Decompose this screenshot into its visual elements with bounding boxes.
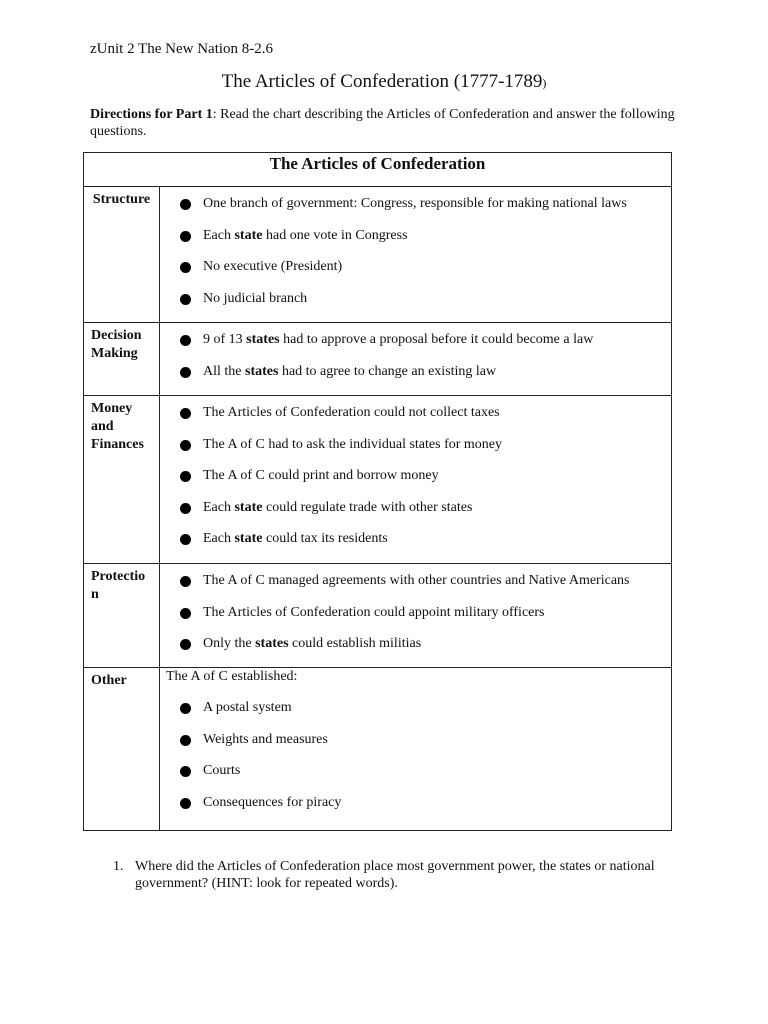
title-paren: ) bbox=[542, 76, 547, 90]
list-item: Weights and measures bbox=[180, 731, 671, 763]
bullet-icon bbox=[180, 408, 191, 419]
list-item: A postal system bbox=[180, 699, 671, 731]
bullet-icon bbox=[180, 503, 191, 514]
table-row bbox=[84, 396, 672, 564]
bullet-list bbox=[160, 564, 671, 667]
bullet-icon bbox=[180, 199, 191, 210]
bullet-icon bbox=[180, 534, 191, 545]
question-1 bbox=[113, 858, 673, 892]
list-item: Only the states could establish militias bbox=[180, 635, 671, 667]
table-row bbox=[84, 187, 672, 323]
table-heading: The Articles of Confederation bbox=[84, 153, 672, 187]
directions bbox=[90, 106, 680, 140]
bullet-icon bbox=[180, 262, 191, 273]
bullet-list bbox=[160, 323, 671, 394]
list-item: Each state had one vote in Congress bbox=[180, 227, 671, 259]
row-label-structure: Structure bbox=[84, 187, 160, 323]
row-label-other: Other bbox=[84, 668, 160, 831]
bullet-icon bbox=[180, 231, 191, 242]
other-lead-text: The A of C established: bbox=[166, 669, 298, 684]
bullet-icon bbox=[180, 639, 191, 650]
question-text: Where did the Articles of Confederation place most government power, the states or national government? (HINT: look for repeated words). bbox=[135, 859, 655, 891]
row-content-structure bbox=[160, 187, 672, 323]
bullet-icon bbox=[180, 703, 191, 714]
list-item: 9 of 13 states had to approve a proposal before it could become a law bbox=[180, 331, 671, 363]
bullet-list bbox=[160, 396, 671, 562]
directions-text: : Read the chart describing the Articles of Confederation and answer the following questions. bbox=[90, 107, 675, 139]
bullet-icon bbox=[180, 367, 191, 378]
list-item: Each state could regulate trade with other states bbox=[180, 499, 671, 531]
bullet-list bbox=[160, 686, 671, 825]
list-item: The Articles of Confederation could not collect taxes bbox=[180, 404, 671, 436]
list-item: The A of C could print and borrow money bbox=[180, 467, 671, 499]
bullet-icon bbox=[180, 294, 191, 305]
bullet-list bbox=[160, 187, 671, 321]
row-label-decision-making: Decision Making bbox=[84, 323, 160, 396]
directions-label: Directions for Part 1 bbox=[90, 107, 213, 122]
list-item: No judicial branch bbox=[180, 290, 671, 322]
bullet-icon bbox=[180, 608, 191, 619]
row-content-other bbox=[160, 668, 672, 831]
page-title bbox=[0, 71, 768, 93]
row-label-protection: Protection bbox=[84, 564, 160, 668]
question-number: 1. bbox=[113, 859, 124, 874]
articles-table bbox=[83, 152, 672, 831]
bullet-icon bbox=[180, 576, 191, 587]
list-item: Consequences for piracy bbox=[180, 794, 671, 826]
list-item: The Articles of Confederation could appoint military officers bbox=[180, 604, 671, 636]
bullet-icon bbox=[180, 335, 191, 346]
table-heading-row bbox=[84, 153, 672, 187]
list-item: One branch of government: Congress, responsible for making national laws bbox=[180, 195, 671, 227]
bullet-icon bbox=[180, 735, 191, 746]
table-row bbox=[84, 668, 672, 831]
bullet-icon bbox=[180, 766, 191, 777]
row-content-decision-making bbox=[160, 323, 672, 396]
list-item: No executive (President) bbox=[180, 258, 671, 290]
list-item: The A of C had to ask the individual states for money bbox=[180, 436, 671, 468]
row-content-protection bbox=[160, 564, 672, 668]
bullet-icon bbox=[180, 798, 191, 809]
table-row bbox=[84, 564, 672, 668]
bullet-icon bbox=[180, 471, 191, 482]
bullet-icon bbox=[180, 440, 191, 451]
unit-heading: zUnit 2 The New Nation 8-2.6 bbox=[90, 41, 274, 57]
title-main: The Articles of Confederation (1777-1789 bbox=[221, 71, 543, 92]
row-label-money-and-finances: Money and Finances bbox=[84, 396, 160, 564]
table-row bbox=[84, 323, 672, 396]
row-content-money-and-finances bbox=[160, 396, 672, 564]
list-item: Courts bbox=[180, 762, 671, 794]
list-item: The A of C managed agreements with other countries and Native Americans bbox=[180, 572, 671, 604]
list-item: Each state could tax its residents bbox=[180, 530, 671, 562]
list-item: All the states had to agree to change an existing law bbox=[180, 363, 671, 395]
